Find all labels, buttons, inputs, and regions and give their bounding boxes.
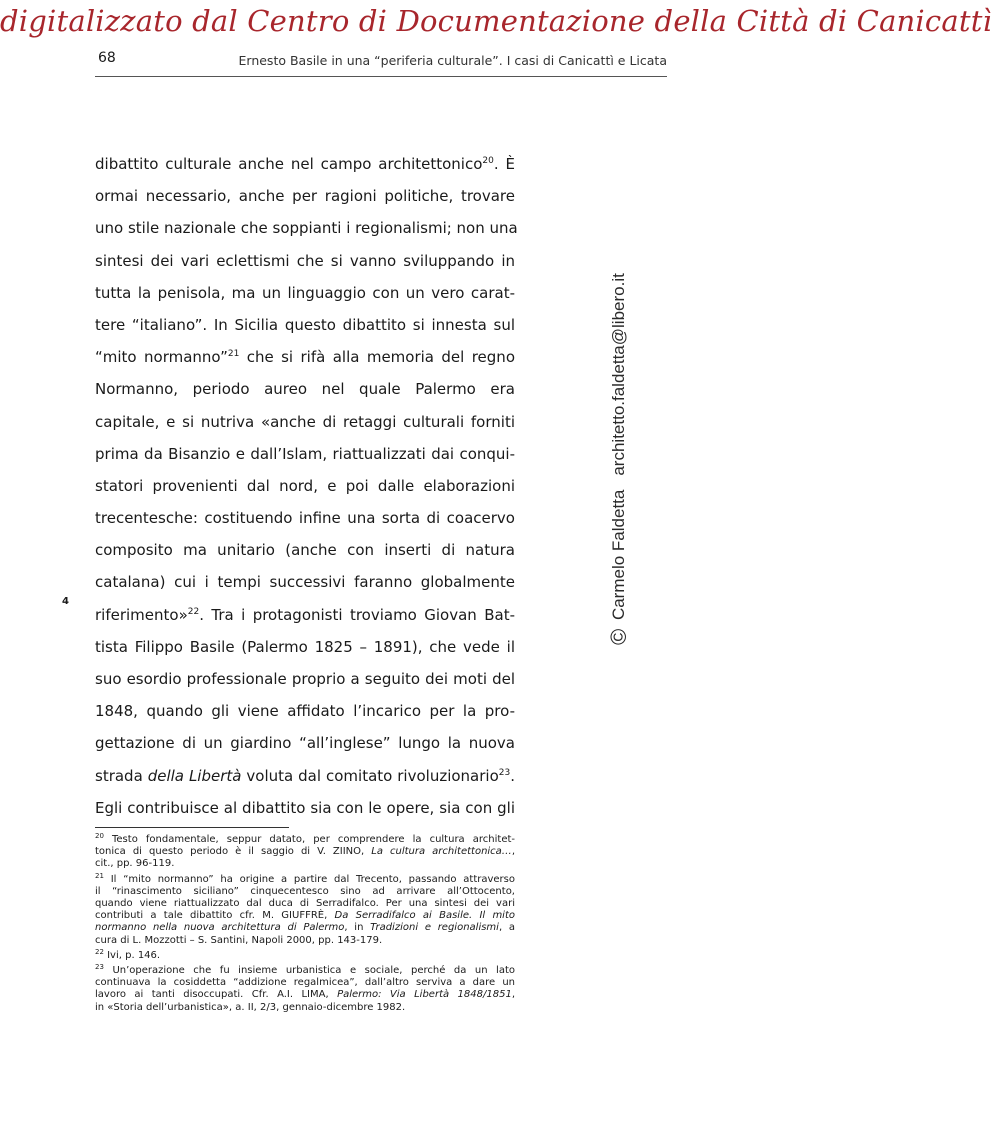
text-line: catalana) cui i tempi successivi faranno globalmente bbox=[95, 573, 515, 592]
footnote-23: $^{23}$ Un’operazione che fu insieme urbanistica e sociale, perché da un lato continuava la cosiddetta “addizione regalmicea”, dall’altro serviva a dare un lavoro ai tanti disoccupati. Cfr. A.I. LIMA, Palermo: Via Libertà 1848/1851, in «Storia dell’urbanistica», a. II, 2/3, gennaio-dicembre 1982. bbox=[95, 963, 515, 1013]
author-name: Carmelo Faldetta bbox=[609, 489, 628, 621]
text-line: composito ma unitario (anche con inserti di natura bbox=[95, 541, 515, 560]
footnote-22: $^{22}$ Ivi, p. 146. bbox=[95, 947, 161, 961]
text-line: uno stile nazionale che soppianti i regionalismi; non una bbox=[95, 219, 518, 238]
footnote-ref-23[interactable]: 23 bbox=[498, 767, 511, 778]
text-line: riferimento»$^{22}$. Tra i protagonisti troviamo Giovan Bat- bbox=[95, 605, 515, 624]
text-line: ormai necessario, anche per ragioni politiche, trovare bbox=[95, 187, 515, 206]
footnote-divider bbox=[95, 827, 289, 828]
footnote-20: $^{20}$ Testo fondamentale, seppur datato, per comprendere la cultura architet- tonica di questo periodo è il saggio di V. ZIINO, La cultura architettonica…, cit., pp. 96-119. bbox=[95, 832, 515, 870]
footnotes bbox=[95, 834, 515, 1017]
text-line: Normanno, periodo aureo nel quale Palermo era bbox=[95, 380, 515, 399]
page-number: 68 bbox=[98, 50, 116, 66]
text-line: “mito normanno”$^{21}$ che si rifà alla memoria del regno bbox=[95, 348, 515, 367]
footnote-21: $^{21}$ Il “mito normanno” ha origine a partire dal Trecento, passando attraverso il “rinascimento siciliano” cinquecentesco sino ad arrivare all’Ottocento, quando viene riattualizzato dal duca di Serradifalco. Per una sintesi dei vari contributi a tale dibattito cfr. M. GIUFFRÈ, Da Serradifalco ai Basile. Il mito normanno nella nuova architettura di Palermo, in Tradizioni e regionalismi, a cura di L. Mozzotti – S. Santini, Napoli 2000, pp. 143-179. bbox=[95, 871, 515, 946]
text-line: tutta la penisola, ma un linguaggio con un vero carat- bbox=[95, 283, 515, 302]
page-header bbox=[95, 46, 667, 77]
text-line: sintesi dei vari eclettismi che si vanno sviluppando in bbox=[95, 251, 515, 270]
text-line: 1848, quando gli viene affidato l’incarico per la pro- bbox=[95, 702, 515, 721]
text-line: statori provenienti dal nord, e poi dalle elaborazioni bbox=[95, 476, 515, 495]
text-line: prima da Bisanzio e dall’Islam, riattualizzati dai conqui- bbox=[95, 444, 515, 463]
copyright-watermark bbox=[606, 273, 632, 645]
running-title: Ernesto Basile in una “periferia culturale”. I casi di Canicattì e Licata bbox=[238, 53, 667, 68]
footnote-ref-20[interactable]: 20 bbox=[482, 156, 494, 166]
margin-number: 4 bbox=[62, 596, 69, 607]
text-line: suo esordio professionale proprio a seguito dei moti del bbox=[95, 670, 515, 688]
copyright-icon: © bbox=[606, 628, 631, 645]
text-line: Egli contribuisce al dibattito sia con le opere, sia con gli bbox=[95, 798, 515, 817]
text-line: tista Filippo Basile (Palermo 1825 – 1891), che vede il bbox=[95, 637, 515, 656]
text-line: capitale, e si nutriva «anche di retaggi culturali forniti bbox=[95, 412, 515, 431]
footnote-ref-22[interactable]: 22 bbox=[187, 606, 200, 617]
text-line: strada della Libertà voluta dal comitato rivoluzionario$^{23}$. bbox=[95, 766, 515, 785]
text-line: trecentesche: costituendo infine una sorta di coacervo bbox=[95, 509, 515, 528]
text-line: gettazione di un giardino “all’inglese” lungo la nuova bbox=[95, 734, 515, 753]
footnote-ref-21[interactable]: 21 bbox=[227, 349, 240, 360]
body-text bbox=[95, 148, 518, 824]
text-line: tere “italiano”. In Sicilia questo dibattito si innesta sul bbox=[95, 315, 515, 334]
author-email: architetto.faldetta@libero.it bbox=[609, 273, 628, 476]
digitization-banner: digitalizzato dal Centro di Documentazione della Città di Canicattì bbox=[0, 4, 992, 38]
text-line: dibattito culturale anche nel campo architettonico$^{20}$. È bbox=[95, 155, 516, 173]
